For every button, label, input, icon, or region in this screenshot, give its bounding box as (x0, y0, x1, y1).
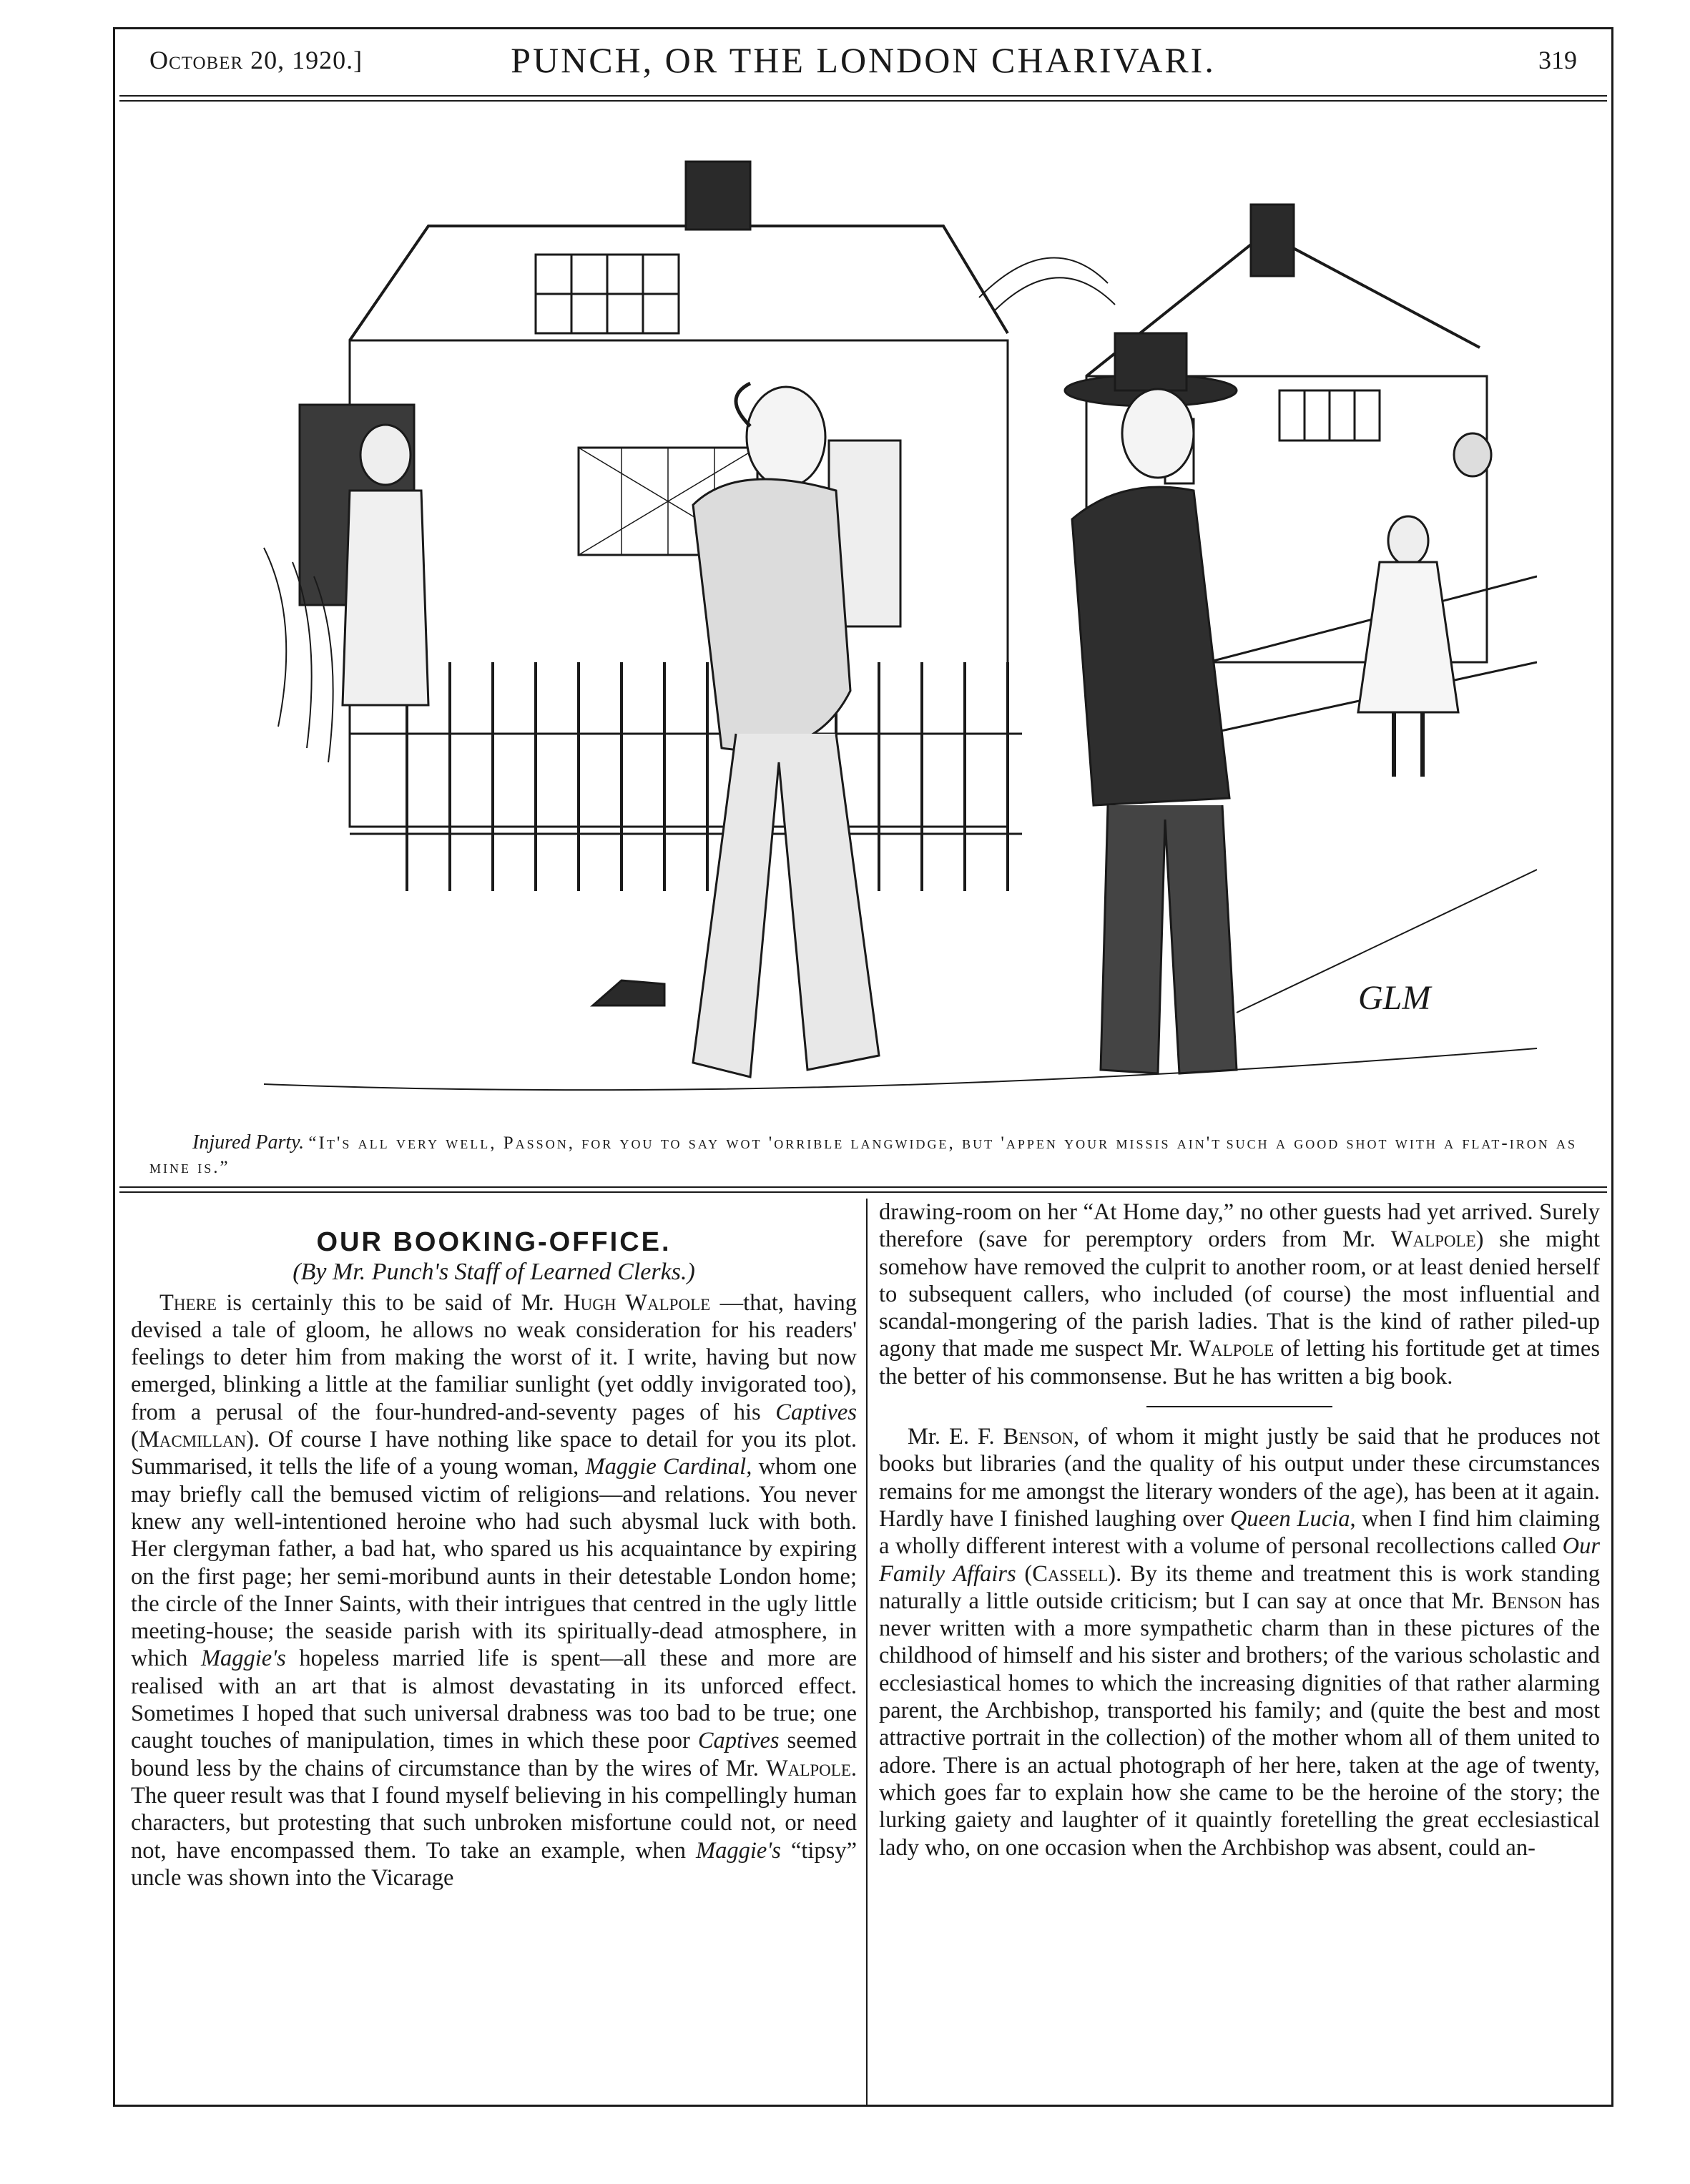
text-span: ( (1016, 1560, 1033, 1587)
article-column-left (125, 1199, 864, 2097)
publication-title: PUNCH, OR THE LONDON CHARIVARI. (511, 40, 1216, 80)
section-separator (1146, 1406, 1332, 1407)
artist-signature: GLM (1358, 979, 1431, 1017)
cartoon-caption (149, 1131, 1577, 1180)
caption-rule (119, 1186, 1607, 1193)
book-title: Captives (775, 1399, 857, 1425)
text-span: seemed bound less by the chains of circumstance than by the wires of Mr. (131, 1728, 858, 1781)
article-title: OUR BOOKING-OFFICE. (316, 1227, 672, 1257)
author-name: Walpole (1189, 1336, 1274, 1362)
text-span: , when I find him claiming a wholly different interest with a volume of personal recollections called (879, 1505, 1600, 1560)
review-paragraph-2 (879, 1423, 1600, 1861)
issue-date: October 20, 1920.] (149, 46, 363, 74)
publisher-name: Macmillan (138, 1427, 247, 1453)
character-name: Maggie's (696, 1837, 781, 1864)
book-title: Queen Lucia (1229, 1505, 1350, 1532)
flat-iron-icon (593, 980, 664, 1005)
author-name: Walpole (1390, 1226, 1476, 1253)
header-rule (119, 95, 1607, 102)
text-span: “tipsy” uncle was shown into the Vicarage (131, 1837, 857, 1891)
page-frame (113, 27, 1613, 2107)
author-name: Benson (1491, 1588, 1562, 1614)
publisher-name: Cassell (1032, 1560, 1109, 1587)
page-number: 319 (1538, 46, 1577, 74)
article-byline: (By Mr. Punch's Staff of Learned Clerks.) (293, 1259, 695, 1286)
author-name: Hugh Walpole (564, 1289, 711, 1316)
character-name: Maggie's (200, 1646, 286, 1672)
text-span: . The queer result was that I found myself believing in his compellingly human characters, but protesting that such unbroken misfortune could not, or need not, have encompassed them. To take an example, when (131, 1755, 857, 1864)
text-span: of letting his fortitude get at times the better of his commonsense. But he has written a big book. (879, 1336, 1600, 1389)
text-span: has never written with a more sympathetic charm than in these pictures of the childhood of himself and his sister and brothers; of the various scholastic and ecclesiastical homes to which the increasing dignities of that rather alarming parent, the Archbishop, transported his family; and (quite the best and most attractive portrait in the collection) of the mother whom all of them united to adore. There is an actual photograph of her here, taken at the age of twenty, which goes far to explain how she came to be the heroine of the story; the lurking gaiety and laughter of it quaintly foretelling the great ecclesiastical lady who, on one occasion when the Archbishop was absent, could an- (879, 1588, 1600, 1861)
review-paragraph-1-continued (879, 1199, 1600, 1390)
text-span: —that, having devised a tale of gloom, he allows no weak consideration for his readers' feelings to deter him from making the worst of it. I write, having but now emerged, blinking a little at the familiar sunlight (yet oddly invigorated too), from a perusal of the four-hundred-and-seventy pages of his (131, 1289, 857, 1425)
text-span: ). By its theme and treatment this is work standing naturally a little outside criticism; but I can say at once that Mr. (879, 1560, 1600, 1614)
book-title: Captives (697, 1728, 780, 1754)
text-span: Mr. E. F. (908, 1424, 1003, 1450)
article-column-right (872, 1199, 1606, 2097)
text-span: hopeless married life is spent—all these and more are realised with an art that is almost devastating in its unforced effect. Sometimes I hoped that such universal drabness was too bad to be true; one caught touches of manipulation, times in which these poor (131, 1646, 858, 1754)
character-name: Maggie Cardinal, (585, 1454, 752, 1480)
author-name: Benson (1003, 1424, 1074, 1450)
caption-quote-line2: such a good shot with a flat-iron as mine is.” (149, 1133, 1578, 1177)
book-title: Our Family Affairs (879, 1533, 1600, 1587)
review-paragraph-1 (131, 1289, 857, 1892)
text-span: , of whom it might justly be said that he produces not books but libraries (and the quality of his output under these circumstances remains for me amongst the literary wonders of the age), has been at it again. Hardly have I finished laughing over (879, 1424, 1600, 1532)
text-span: is certainly this to be said of Mr. (216, 1289, 564, 1316)
text-span: ). Of course I have nothing like space to detail for you its plot. Summarised, it tells the life of a young woman, (131, 1427, 857, 1480)
text-span: drawing-room on her “At Home day,” no other guests had yet arrived. Surely therefore (save for peremptory orders from Mr. (879, 1199, 1600, 1253)
text-span: ) she might somehow have removed the culprit to another room, or at least denied herself to subsequent callers, who included (of course) the most influential and scandal-mongering of the parish ladies. That is the kind of rather piled-up agony that made me suspect Mr. (879, 1226, 1600, 1362)
caption-speaker: Injured Party. (192, 1131, 305, 1154)
column-divider (866, 1199, 868, 2105)
drop-word: There (159, 1289, 217, 1316)
author-name: Walpole (766, 1755, 851, 1781)
text-span: whom one may briefly call the bemused victim of religions—and relations. You never knew any well-intentioned heroine who had such abysmal luck with both. Her clergyman father, a bad hat, who spared us his acquaintance by expiring on the first page; her semi-moribund aunts in their detestable London home; the circle of the Inner Saints, with their intrigues that centred in the ugly little meeting-house; the seaside parish with its spiritually-dead atmosphere, in which (131, 1454, 857, 1672)
text-span: ( (131, 1427, 139, 1453)
page-header (115, 29, 1611, 95)
cartoon-drawing (192, 119, 1537, 1120)
cartoon-illustration (192, 119, 1537, 1120)
caption-quote-line1: “It's all very well, Passon, for you to say wot 'orrible langwidge, but 'appen your missis ain't (308, 1133, 1222, 1153)
